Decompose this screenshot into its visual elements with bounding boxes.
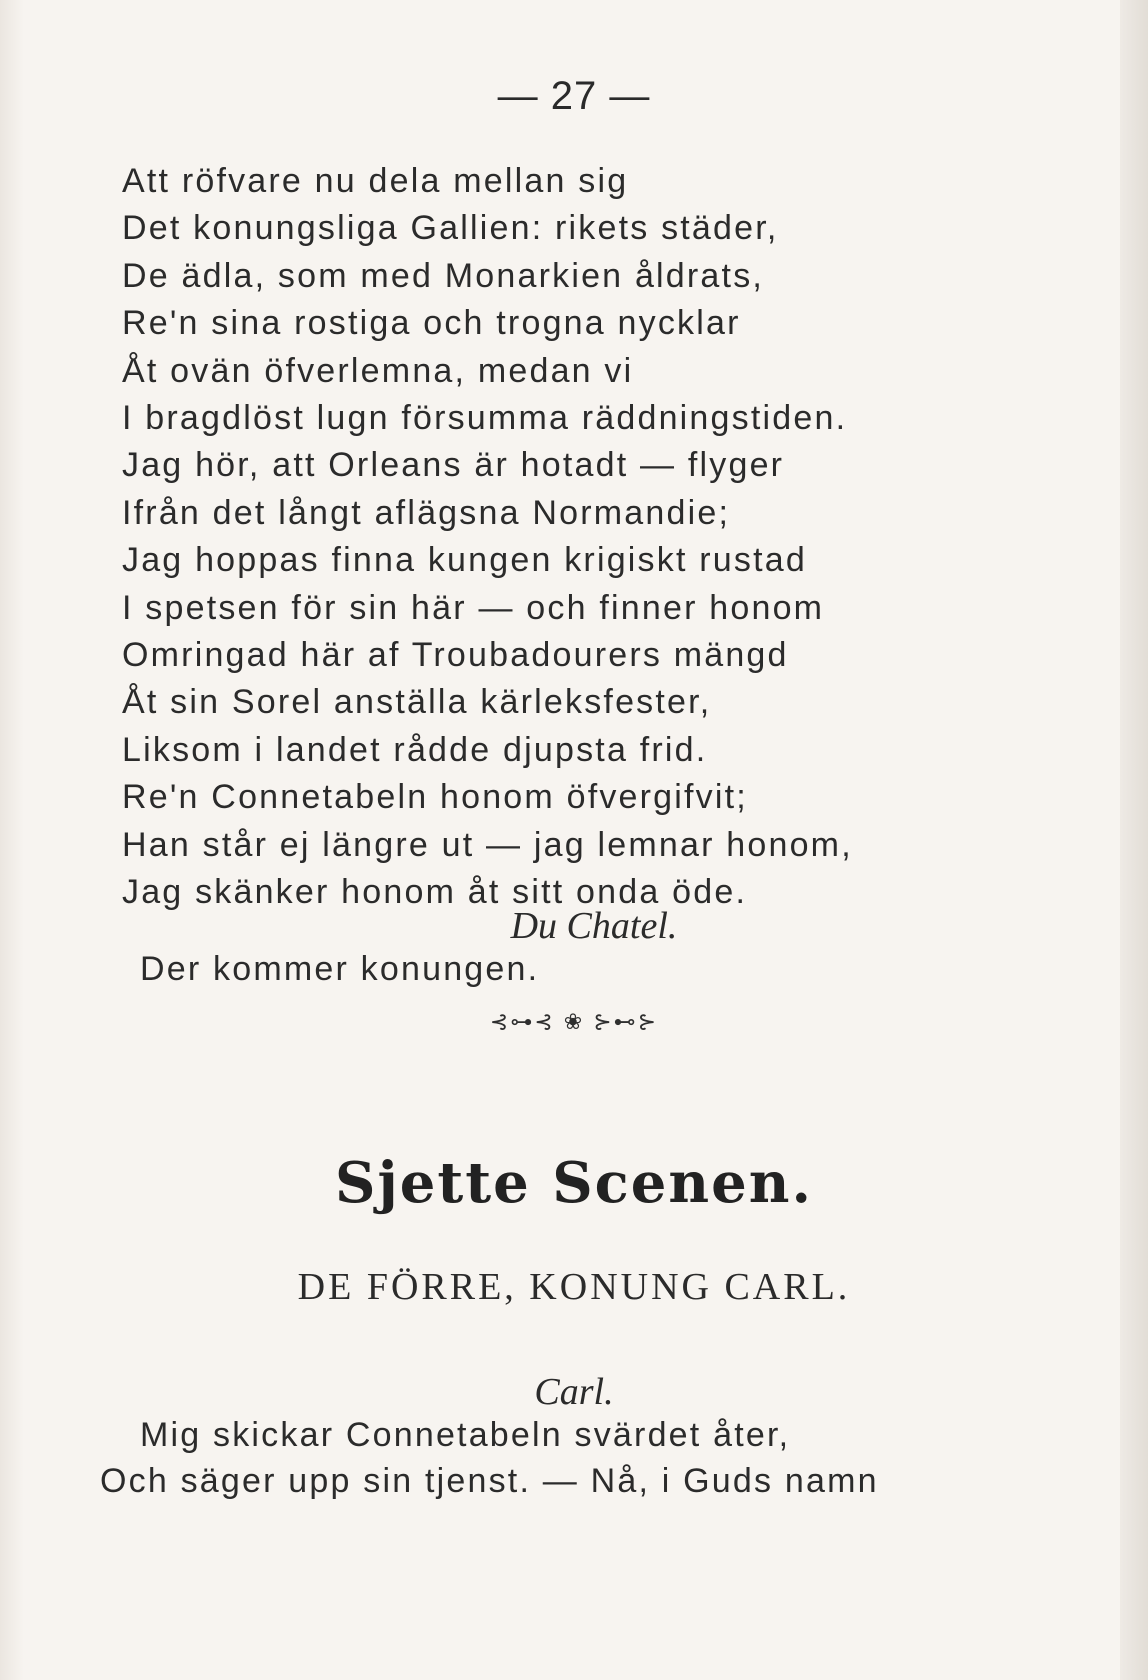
verse-line: Jag hoppas finna kungen krigiskt rustad [122,541,807,580]
verse-line: I bragdlöst lugn försumma räddningstiden. [122,399,848,438]
verse-line: Att röfvare nu dela mellan sig [122,162,629,200]
verse-line: Mig skickar Connetabeln svärdet åter, [140,1416,791,1454]
page-number: — 27 — [497,74,651,118]
verse-block-2 [100,1412,1060,1504]
verse-line: Re'n Connetabeln honom öfvergifvit; [122,778,748,817]
verse-line: De ädla, som med Monarkien åldrats, [122,256,765,295]
verse-block [122,158,1042,917]
stage-direction: Der kommer konungen. [140,950,540,988]
page-left-edge [0,0,24,1680]
verse-line: I spetsen för sin här — och finner honom [122,588,825,627]
verse-line: Jag hör, att Orleans är hotadt — flyger [122,446,785,485]
verse-line: Omringad här af Troubadourers mängd [122,636,789,675]
cast-list: DE FÖRRE, KONUNG CARL. [297,1266,851,1308]
speaker-name-carl: Carl. [534,1371,614,1413]
page-right-edge [1120,0,1148,1680]
verse-line: Han står ej längre ut — jag lemnar honom, [122,825,853,864]
verse-line: Jag skänker honom åt sitt onda öde. [122,873,748,912]
verse-line: Åt sin Sorel anställa kärleksfester, [122,683,712,722]
verse-line: Åt ovän öfverlemna, medan vi [122,351,634,390]
verse-line: Liksom i landet rådde djupsta frid. [122,730,708,769]
ornament-divider: ⊰⊶⊰ ❀ ⊱⊷⊱ [489,1010,659,1035]
scene-title: Sjette Scenen. [335,1150,813,1216]
verse-line: Det konungsliga Gallien: rikets städer, [122,209,779,248]
verse-line: Ifrån det långt aflägsna Normandie; [122,493,731,532]
verse-line: Och säger upp sin tjenst. — Nå, i Guds namn [100,1462,879,1500]
speaker-name: Du Chatel. [510,905,678,947]
verse-line: Re'n sina rostiga och trogna nycklar [122,304,741,343]
